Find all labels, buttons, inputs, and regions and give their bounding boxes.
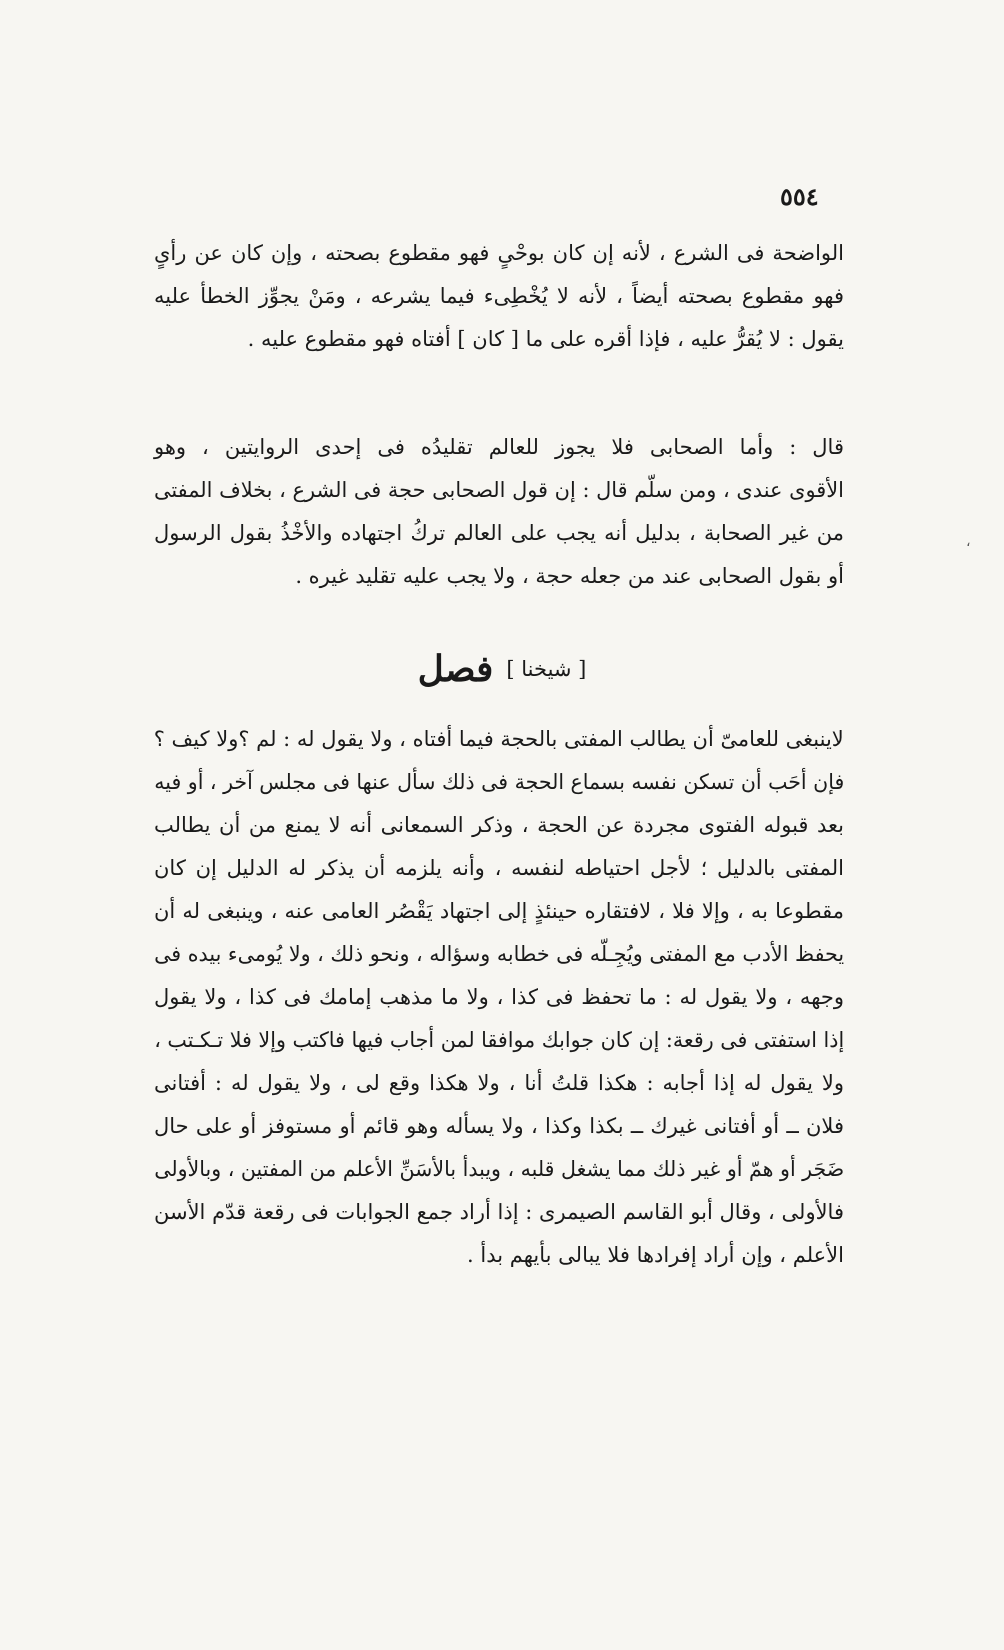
text-line: لاينبغى للعامىّ أن يطالب المفتى بالحجة فيما أفتاه ، ولا يقول له : لم ؟ولا كيف ؟ [154, 727, 844, 751]
page-number: ٥٥٤ [780, 182, 819, 211]
text-line: من غير الصحابة ، بدليل أنه يجب على العالم تركُ اجتهاده والأخْذُ بقول الرسول [154, 521, 844, 545]
text-line: فإن أحَب أن تسكن نفسه بسماع الحجة فى ذلك سأل عنها فى مجلس آخر ، أو فيه [154, 770, 844, 794]
text-line: وجهه ، ولا يقول له : ما تحفظ فى كذا ، ولا ما مذهب إمامك فى كذا ، ولا يقول [154, 985, 844, 1009]
text-line: الأعلم ، وإن أراد إفرادها فلا يبالى بأيهم بدأ . [467, 1243, 844, 1267]
text-line: ضَجَر أو همّ أو غير ذلك مما يشغل قلبه ، ويبدأ بالأسَنِّ الأعلم من المفتين ، وبالأولى [154, 1157, 844, 1181]
text-line: أو بقول الصحابى عند من جعله حجة ، ولا يجب عليه تقليد غيره . [295, 564, 844, 588]
text-line: فلان ــ أو أفتانى غيرك ــ بكذا وكذا ، ولا يسأله وهو قائم أو مستوفز أو على حال [154, 1114, 844, 1138]
paragraph-3 [154, 718, 844, 1277]
text-line: ولا يقول له إذا أجابه : هكذا قلتُ أنا ، ولا هكذا وقع لى ، ولا يقول له : أفتانى [154, 1071, 844, 1095]
text-line: الأقوى عندى ، ومن سلّم قال : إن قول الصحابى حجة فى الشرع ، بخلاف المفتى [154, 478, 844, 502]
section-heading [0, 648, 1004, 690]
text-line: يحفظ الأدب مع المفتى ويُجِـلّه فى خطابه وسؤاله ، ونحو ذلك ، ولا يُومىء بيده فى [154, 942, 844, 966]
heading-word: فصل [417, 648, 494, 690]
text-line: فهو مقطوع بصحته أيضاً ، لأنه لا يُخْطِىء فيما يشرعه ، ومَنْ يجوِّز الخطأ عليه [154, 284, 844, 308]
paragraph-1 [154, 232, 844, 361]
text-line: قال : وأما الصحابى فلا يجوز للعالم تقليدُه فى إحدى الروايتين ، وهو [154, 435, 844, 459]
text-line: يقول : لا يُقرُّ عليه ، فإذا أقره على ما [ كان ] أفتاه فهو مقطوع عليه . [247, 327, 844, 351]
text-line: الواضحة فى الشرع ، لأنه إن كان بوحْىٍ فهو مقطوع بصحته ، وإن كان عن رأىٍ [154, 241, 844, 265]
text-line: إذا استفتى فى رقعة: إن كان جوابك موافقا لمن أجاب فيها فاكتب وإلا فلا تـكـتب ، [154, 1028, 844, 1052]
paragraph-2 [154, 426, 844, 598]
text-line: بعد قبوله الفتوى مجردة عن الحجة ، وذكر السمعانى أنه لا يمنع من أن يطالب [154, 813, 844, 837]
text-line: المفتى بالدليل ؛ لأجل احتياطه لنفسه ، وأنه يلزمه أن يذكر له الدليل إن كان [154, 856, 844, 880]
margin-mark: ، [966, 534, 971, 550]
text-line: فالأولى ، وقال أبو القاسم الصيمرى : إذا أراد جمع الجوابات فى رقعة قدّم الأسن [154, 1200, 844, 1224]
heading-note: [ شيخنا ] [506, 657, 587, 681]
text-line: مقطوعا به ، وإلا فلا ، لافتقاره حينئذٍ إلى اجتهاد يَقْصُر العامى عنه ، وينبغى له أن [154, 899, 844, 923]
